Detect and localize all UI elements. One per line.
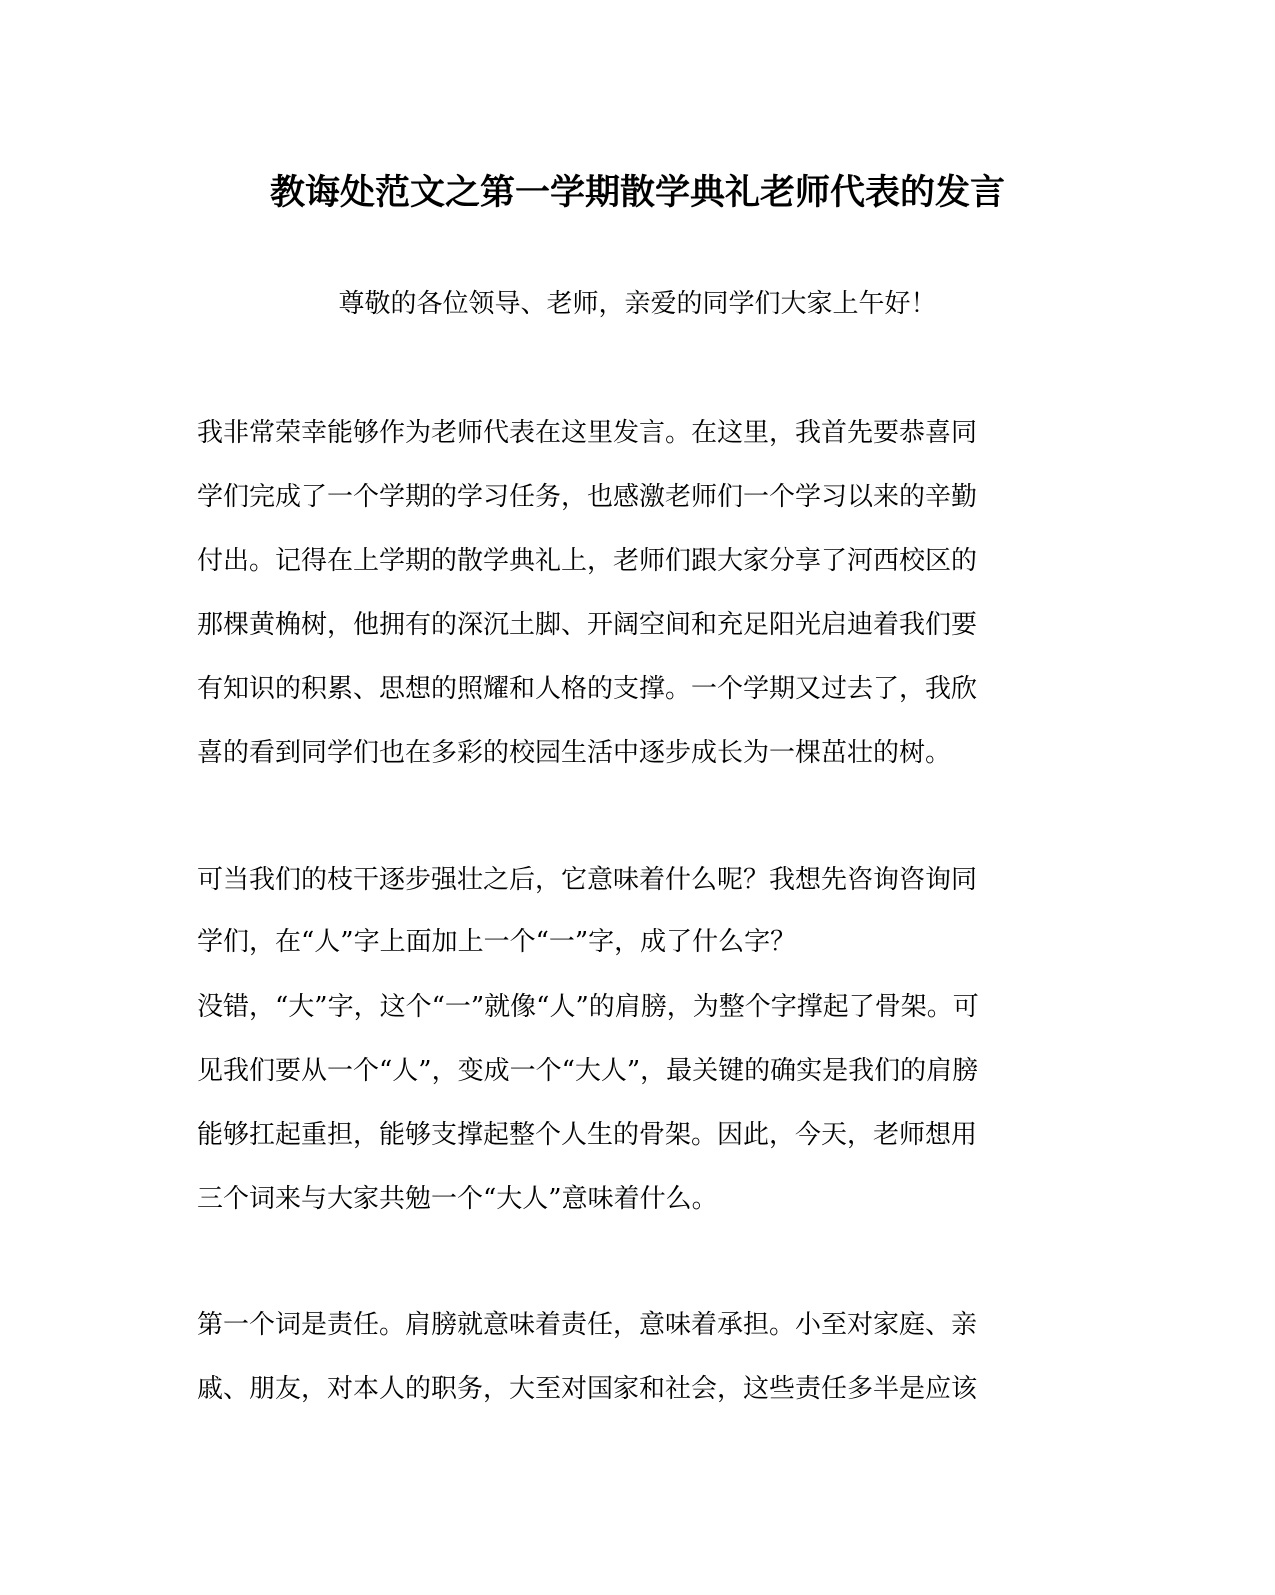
document-title: 教诲处范文之第一学期散学典礼老师代表的发言 (269, 172, 1005, 213)
greeting-line: 尊敬的各位领导、老师，亲爱的同学们大家上午好！ (338, 289, 937, 319)
paragraph-1-line-3: 付出。记得在上学期的散学典礼上，老师们跟大家分享了河西校区的 (197, 546, 978, 576)
paragraph-2-line-2: 学们，在“人”字上面加上一个“一”字，成了什么字？ (197, 927, 797, 957)
paragraph-1-line-2: 学们完成了一个学期的学习任务，也感激老师们一个学习以来的辛勤 (197, 482, 978, 512)
paragraph-2-line-5: 能够扛起重担，能够支撑起整个人生的骨架。因此，今天，老师想用 (197, 1120, 978, 1150)
paragraph-1-line-1: 我非常荣幸能够作为老师代表在这里发言。在这里，我首先要恭喜同 (197, 418, 978, 448)
paragraph-3-line-1: 第一个词是责任。肩膀就意味着责任，意味着承担。小至对家庭、亲 (197, 1310, 978, 1340)
paragraph-2-line-1: 可当我们的枝干逐步强壮之后，它意味着什么呢？我想先咨询咨询同 (197, 865, 978, 895)
paragraph-1-line-5: 有知识的积累、思想的照耀和人格的支撑。一个学期又过去了，我欣 (197, 674, 978, 704)
paragraph-1-line-4: 那棵黄桷树，他拥有的深沉土脚、开阔空间和充足阳光启迪着我们要 (197, 610, 978, 640)
paragraph-2-line-6: 三个词来与大家共勉一个“大人”意味着什么。 (197, 1184, 718, 1214)
paragraph-2-line-3: 没错，“大”字，这个“一”就像“人”的肩膀，为整个字撑起了骨架。可 (197, 992, 979, 1022)
paragraph-3-line-2: 戚、朋友，对本人的职务，大至对国家和社会，这些责任多半是应该 (197, 1374, 978, 1404)
paragraph-1-line-6: 喜的看到同学们也在多彩的校园生活中逐步成长为一棵茁壮的树。 (197, 738, 952, 768)
paragraph-2-line-4: 见我们要从一个“人”，变成一个“大人”，最关键的确实是我们的肩膀 (197, 1056, 979, 1086)
